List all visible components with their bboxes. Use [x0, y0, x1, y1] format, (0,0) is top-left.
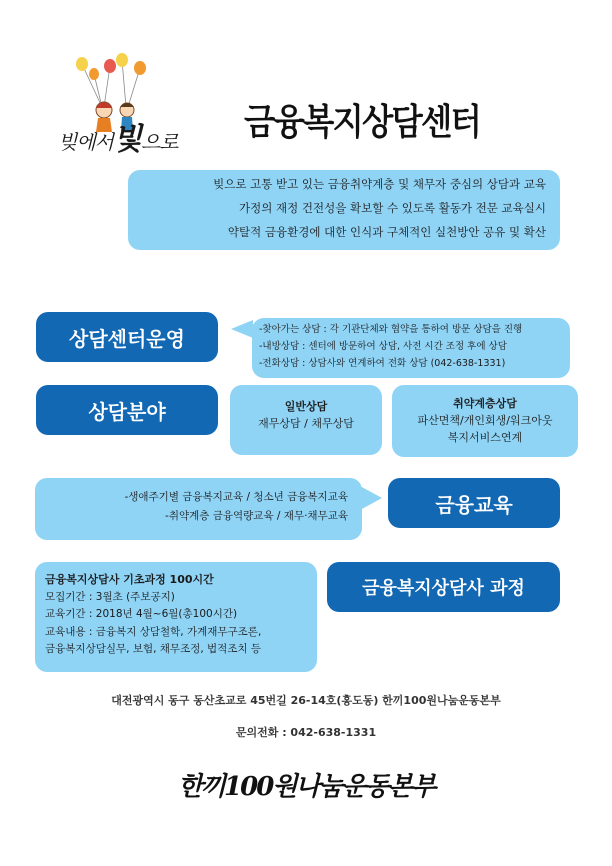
logo-text — [58, 114, 178, 158]
vulnerable-counsel-line: 복지서비스연계 — [447, 431, 523, 444]
general-counsel-box — [230, 385, 382, 455]
course-line: 교육기간 : 2018년 4월~6월(총100시간) — [45, 608, 238, 620]
center-ops-item: -찾아가는 상담 : 각 기관단체와 협약을 통하여 방문 상담을 진행 — [259, 324, 523, 335]
education-line: -생애주기별 금융복지교육 / 청소년 금융복지교육 — [124, 491, 348, 503]
vulnerable-counsel-box — [392, 385, 578, 457]
center-ops-item: -전화상담 : 상담사와 연계하여 전화 상담 (042-638-1331) — [259, 358, 506, 369]
intro-line: 빚으로 고통 받고 있는 금융취약계층 및 채무자 중심의 상담과 교육 — [213, 177, 546, 191]
fields-label: 상담분야 — [36, 385, 218, 435]
education-box — [35, 478, 362, 540]
page-title: 금융복지상담센터 — [244, 101, 480, 143]
balloon-icon — [76, 57, 88, 71]
logo — [52, 52, 212, 157]
pointer-arrow — [231, 320, 253, 338]
course-box — [35, 562, 317, 672]
education-line: -취약계층 금융역량교육 / 재무·채무교육 — [165, 510, 348, 522]
balloon-icon — [89, 68, 99, 80]
balloon-icon — [134, 61, 146, 75]
course-line: 교육내용 : 금융복지 상담철학, 가계재무구조론, — [45, 625, 262, 638]
general-counsel-desc: 재무상담 / 채무상담 — [258, 417, 354, 430]
course-line: 금융복지상담실무, 보험, 채무조정, 법적조치 등 — [45, 643, 262, 655]
vulnerable-counsel-line: 파산면책/개인회생/워크아웃 — [417, 414, 553, 427]
intro-box — [128, 170, 560, 250]
footer-address: 대전광역시 동구 동산초교로 45번길 26-14호(홍도동) 한끼100원나눔운동본부 — [111, 694, 501, 707]
center-ops-box — [252, 318, 570, 378]
footer-phone: 문의전화 : 042-638-1331 — [235, 726, 377, 739]
course-line: 모집기간 : 3월초 (주보공지) — [45, 590, 175, 603]
logo-text-main: 빛 — [112, 122, 141, 157]
logo-text-prefix: 빚에서 — [58, 130, 113, 154]
education-label: 금융교육 — [388, 478, 560, 528]
intro-line: 약탈적 금융환경에 대한 인식과 구체적인 실천방안 공유 및 확산 — [227, 225, 546, 239]
course-label: 금융복지상담사 과정 — [327, 562, 560, 612]
pointer-arrow — [360, 486, 382, 510]
balloon-icon — [116, 53, 128, 67]
organization-signature: 한끼100원나눔운동본부 — [177, 772, 435, 802]
center-ops-label: 상담센터운영 — [36, 312, 218, 362]
course-title: 금융복지상담사 기초과정 100시간 — [45, 573, 214, 586]
center-ops-item: -내방상담 : 센터에 방문하여 상담, 사전 시간 조정 후에 상담 — [259, 341, 507, 352]
intro-line: 가정의 재정 건전성을 확보할 수 있도록 활동가 전문 교육실시 — [239, 201, 546, 215]
vulnerable-counsel-title: 취약계층상담 — [453, 397, 517, 410]
balloon-icon — [104, 59, 116, 73]
general-counsel-title: 일반상담 — [284, 400, 328, 413]
logo-text-suffix: 으로 — [140, 130, 178, 154]
